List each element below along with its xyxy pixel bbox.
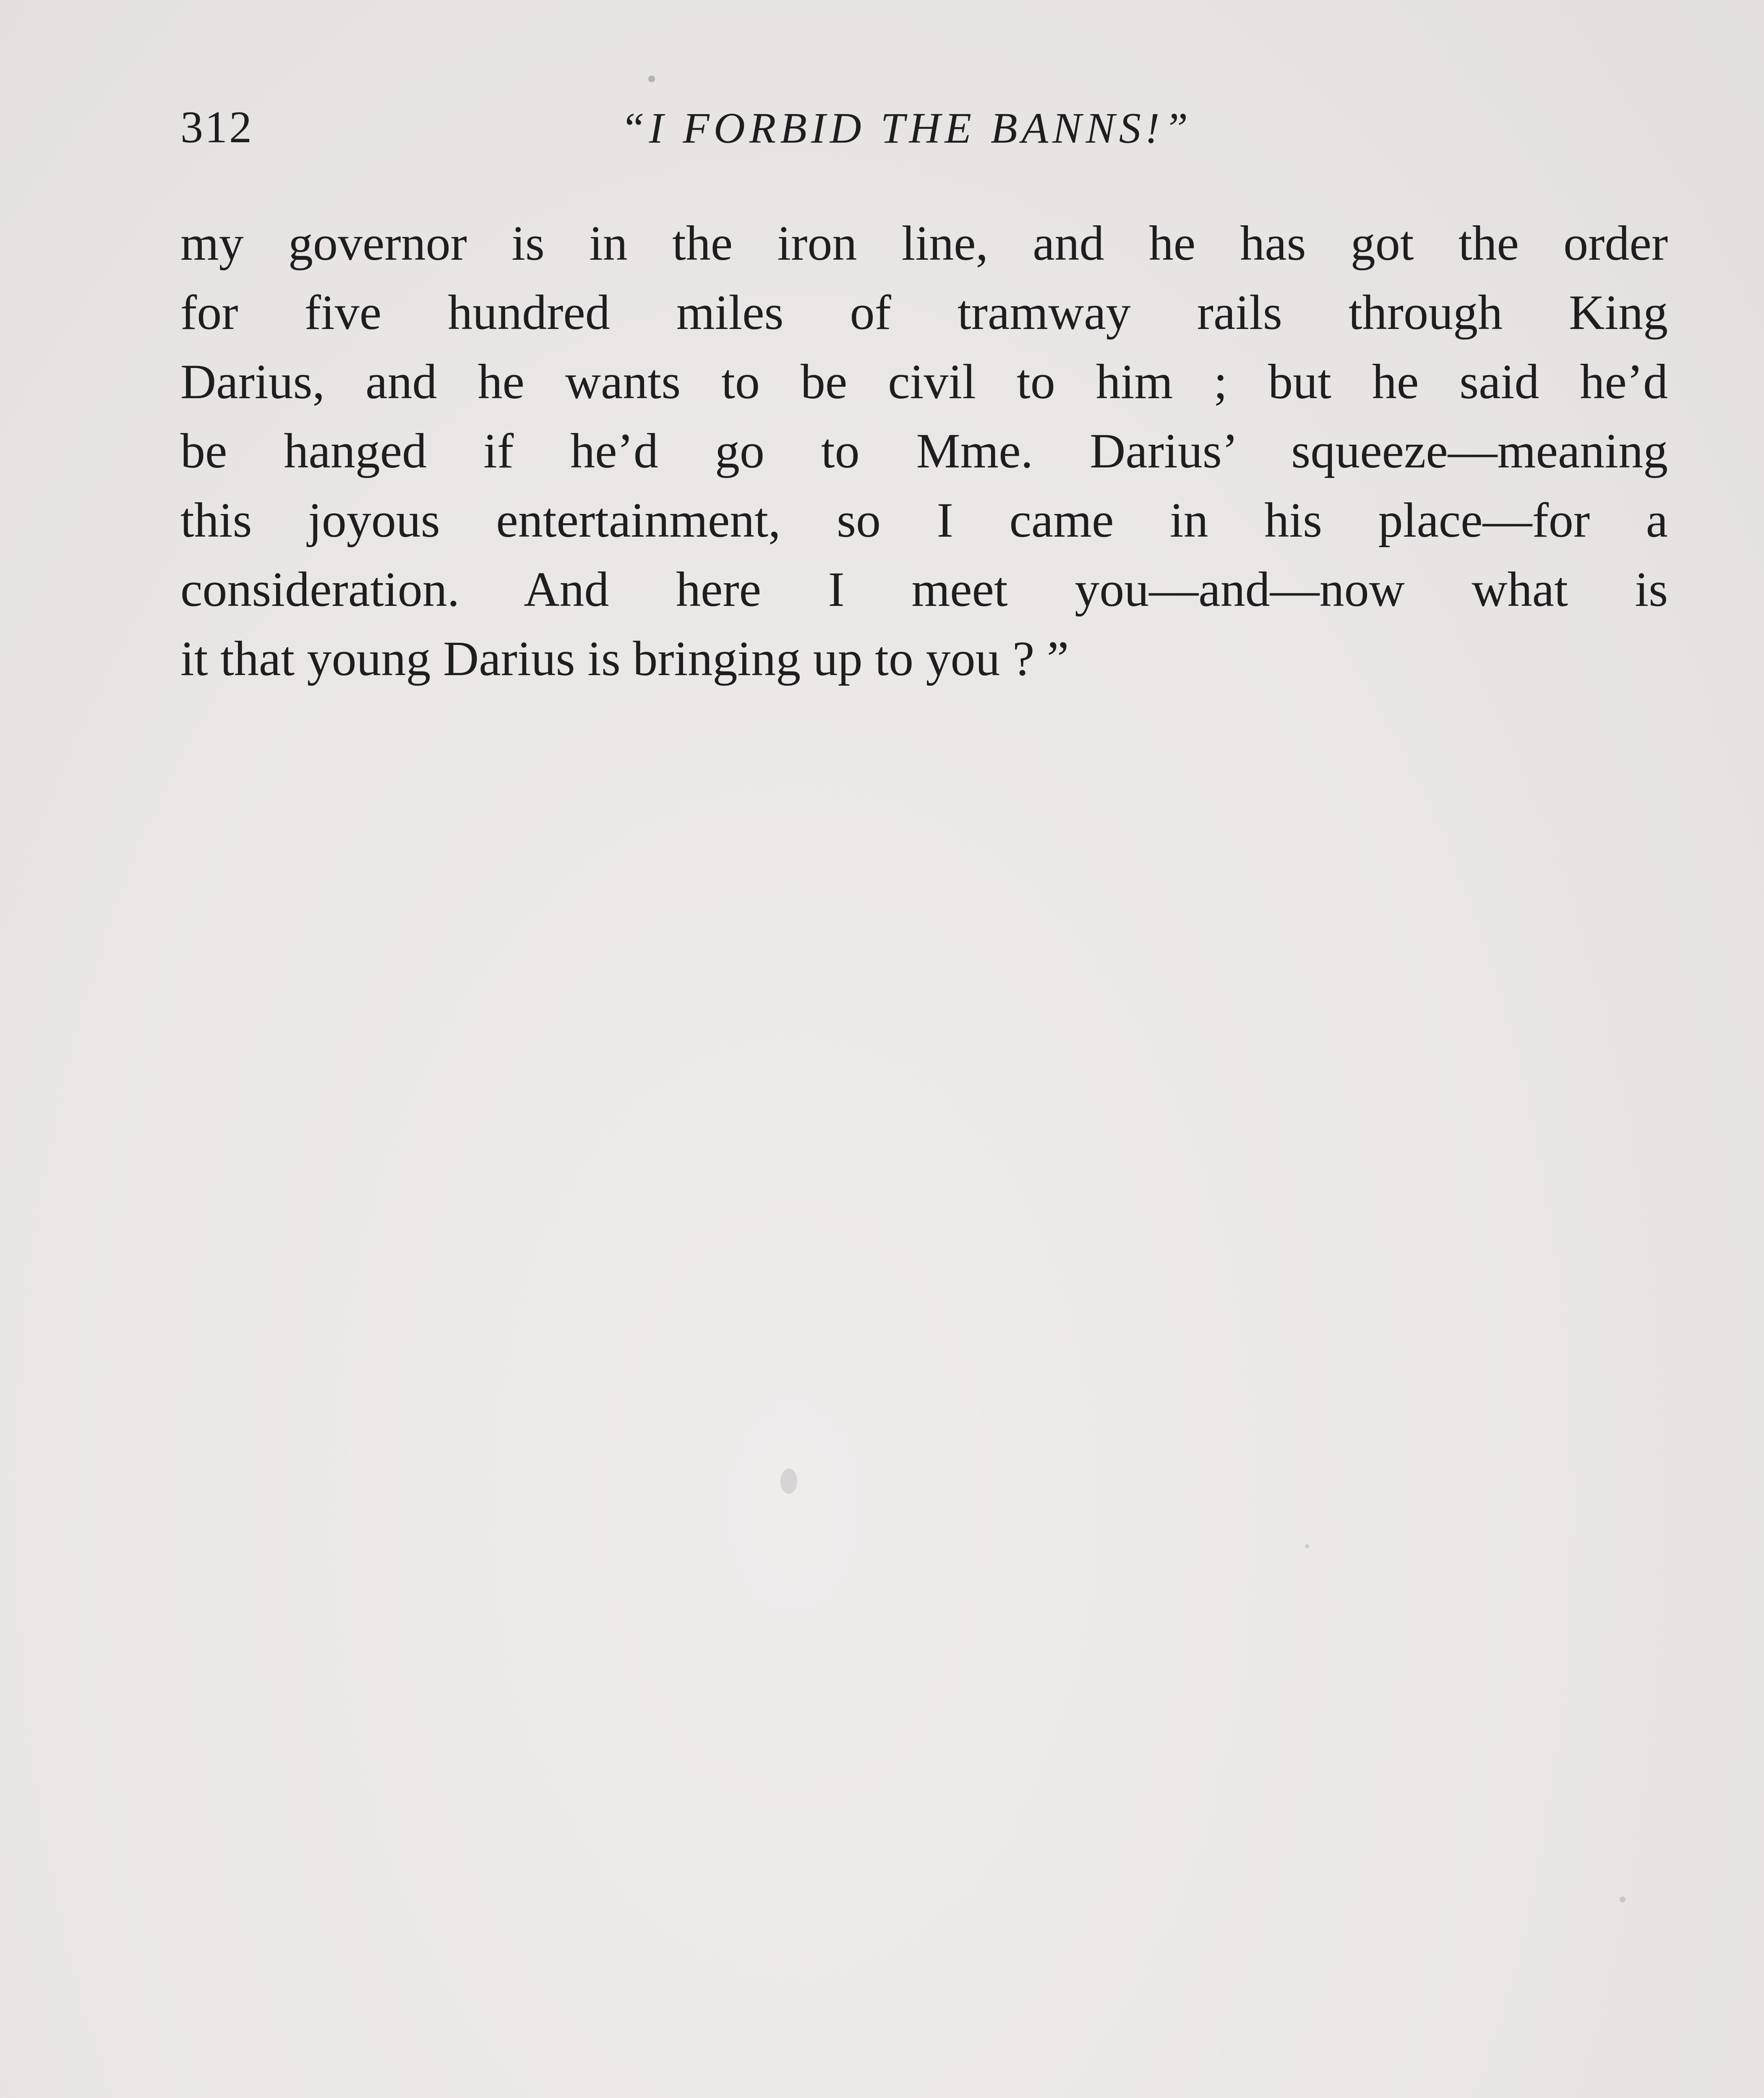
text-line: consideration. And here I meet you—and—now what is xyxy=(180,562,1668,617)
text-line: it that young Darius is bringing up to you ? ” xyxy=(180,631,1069,686)
paper-speck xyxy=(1305,1544,1309,1548)
text-line: my governor is in the iron line, and he has got the order xyxy=(180,216,1668,271)
text-line: be hanged if he’d go to Mme. Darius’ squeeze—meaning xyxy=(180,423,1668,478)
paper-speck xyxy=(1620,1897,1626,1902)
paper-speck xyxy=(648,76,655,82)
page-number: 312 xyxy=(180,102,253,152)
running-head xyxy=(180,93,1668,160)
text-line: Darius, and he wants to be civil to him ; but he said he’d xyxy=(180,354,1668,409)
running-title: “I FORBID THE BANNS!” xyxy=(620,104,1193,152)
paper-speck xyxy=(780,1469,797,1494)
text-line: this joyous entertainment, so I came in his place—for a xyxy=(180,493,1668,548)
body-text xyxy=(180,209,1668,693)
text-line: for five hundred miles of tramway rails through King xyxy=(180,285,1668,340)
